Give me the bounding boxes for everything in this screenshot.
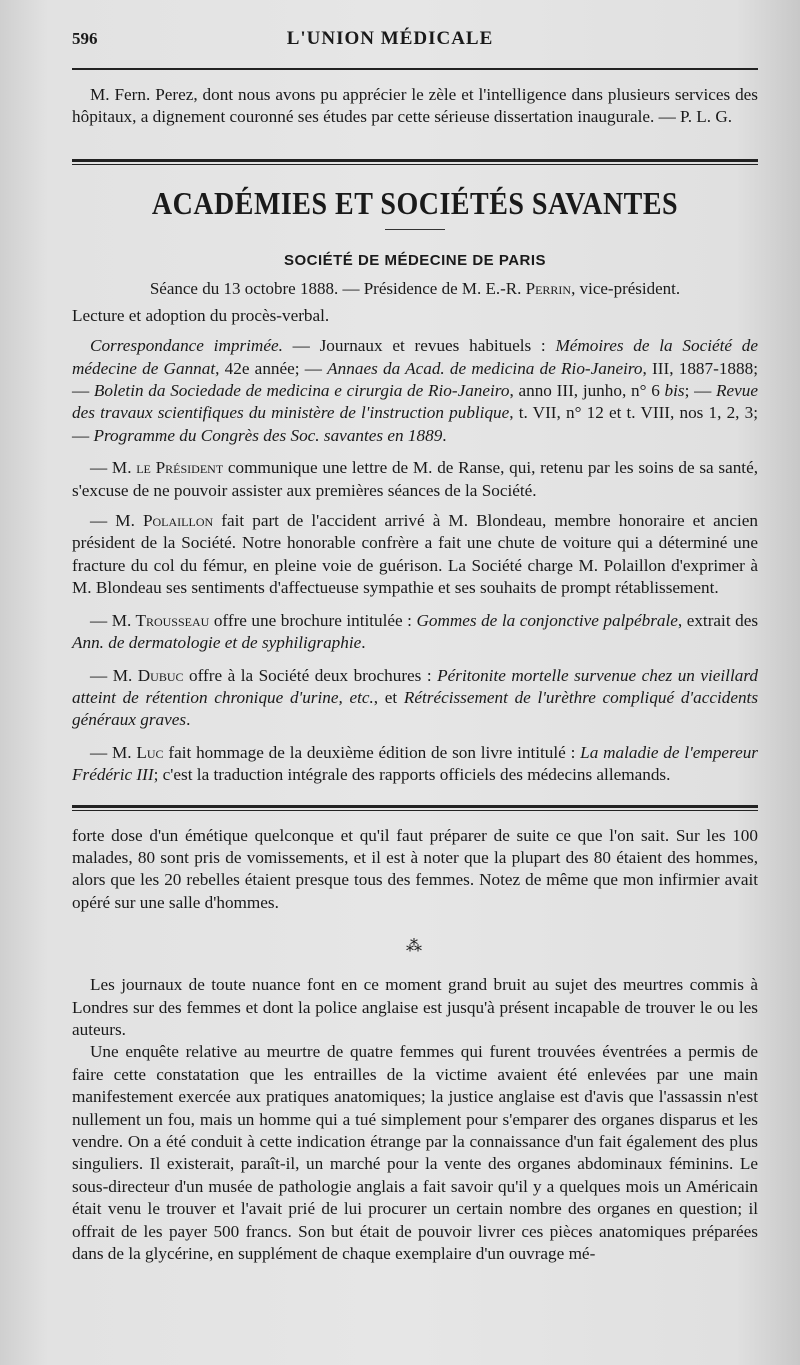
- continuation-paragraph: forte dose d'un émétique quelconque et qu'il faut préparer de suite ce que l'on sait. Sur les 100 malades, 80 sont pris de vomissements, et il est à noter que la plupart des 80 étaient des hommes, alors que les 20 rebelles étaient presque tous des femmes. Notez de même que mon infirmier avait opéré sur une salle d'hommes.: [72, 825, 758, 912]
- work-title: La maladie de l'empereur Frédéric III: [72, 742, 758, 785]
- london-murders-paragraph: Les journaux de toute nuance font en ce moment grand bruit au sujet des meurtres commis à Londres sur des femmes et dont la police anglaise est jusqu'à présent incapable de trouver le ou les auteurs.: [72, 975, 758, 1039]
- item-text: .: [186, 710, 191, 730]
- correspondance-text: , t. VII, n° 12 et t. VIII, nos 1, 2, 3; —: [72, 403, 758, 445]
- luc-item: — M. Luc fait hommage de la deuxième édition de son livre intitulé : La maladie de l'empereur Frédéric III; c'est la traduction intégrale des rapports officiels des médecins allemands.: [72, 742, 758, 785]
- work-title: Ann. de dermatologie et de syphiligraphie: [72, 633, 362, 653]
- speaker-name: M. Dubuc: [112, 665, 184, 685]
- correspondance-text: , anno III, junho, n° 6: [509, 381, 665, 401]
- society-heading: SOCIÉTÉ DE MÉDECINE DE PARIS: [283, 251, 547, 269]
- correspondance-label: Correspondance imprimée.: [90, 336, 283, 356]
- journal-title: L'UNION MÉDICALE: [286, 28, 494, 49]
- correspondance-text: .: [442, 425, 447, 445]
- asterism: ⁂: [406, 938, 424, 956]
- correspondance-text: ; —: [684, 381, 717, 401]
- speaker-name: M. Polaillon: [115, 511, 214, 531]
- work-title: Rétrécissement de l'urèthre compliqué d'accidents généraux graves: [72, 687, 759, 730]
- intro-paragraph: M. Fern. Perez, dont nous avons pu apprécier le zèle et l'intelligence dans plusieurs services des hôpitaux, a dignement couronné ses études par cette sérieuse dissertation inaugurale. — P. L. G.: [72, 85, 758, 127]
- inquiry-paragraph: Une enquête relative au meurtre de quatre femmes qui furent trouvées éventrées a permis de faire cette constatation que les entrailles de la victime avaient été enlevées par une main manifestement exercée aux pratiques anatomiques; la justice anglaise est d'avis que l'assassin n'est nullement un fou, mais un homme qui a tué simplement pour s'emparer des organes disparus et les vendre. On a été conduit à cette indication étrange par la connaissance d'un fait également des plus singuliers. Il existerait, paraît-il, un marché pour la vente des organes abdominaux féminins. Le sous-directeur d'un musée de pathologie anglais a fait savoir qu'il y a quelques mois un Américain était venu le trouver et l'avait prié de lui procurer un certain nombre des organes en question; il offrait de les payer 500 francs. Son but était de pouvoir livrer ces pièces anatomiques préparées dans de la glycérine, en supplément de chaque exemplaire d'un ouvrage mé-: [72, 1042, 758, 1264]
- section-title: ACADÉMIES ET SOCIÉTÉS SAVANTES: [151, 186, 679, 223]
- president-item: — M. le Président communique une lettre de M. de Ranse, qui, retenu par les soins de sa santé, s'excuse de ne pouvoir assister aux premières séances de la Société.: [72, 458, 759, 500]
- item-text: offre une brochure intitulée :: [209, 610, 417, 630]
- section-divider: [72, 159, 758, 165]
- work-title: Gommes de la conjonctive palpébrale: [416, 610, 678, 630]
- item-text: fait part de l'accident arrivé à M. Blondeau, membre honoraire et ancien président de la Société. Notre honorable confrère a fait une chute de voiture qui a déterminé une fracture du col du fémur, en pleine voie de guérison. La Société charge M. Polaillon d'exprimer à M. Blondeau ses sentiments d'affectueuse sympathie et ses souhaits de prompt rétablissement.: [72, 511, 759, 598]
- title-underline: [385, 229, 445, 230]
- seance-president-name: Perrin: [525, 278, 572, 298]
- page-number: 596: [72, 29, 98, 48]
- speaker-name: M. le Président: [111, 458, 224, 478]
- correspondance-text: , 42e année; —: [215, 358, 328, 378]
- correspondance-text: , III, 1887-1888; —: [72, 358, 758, 401]
- journal-ref: Annaes da Acad. de medicina de Rio-Janeiro: [327, 358, 643, 378]
- work-title: Péritonite mortelle survenue chez un vieillard atteint de rétention chronique d'urine, etc.: [72, 665, 758, 707]
- item-text: , et: [373, 687, 404, 707]
- lecture-line: Lecture et adoption du procès-verbal.: [72, 305, 330, 325]
- item-text: fait hommage de la deuxième édition de son livre intitulé :: [163, 742, 581, 762]
- item-text: communique une lettre de M. de Ranse, qui, retenu par les soins de sa santé, s'excuse de ne pouvoir assister aux premières séances de la Société.: [72, 458, 759, 500]
- header-rule: [72, 68, 758, 70]
- journal-ref: Mémoires de la Société de médecine de Gannat: [72, 336, 758, 378]
- speaker-name: M. Trousseau: [111, 610, 210, 630]
- polaillon-item: — M. Polaillon fait part de l'accident arrivé à M. Blondeau, membre honoraire et ancien président de la Société. Notre honorable confrère a fait une chute de voiture qui a déterminé une fracture du col du fémur, en pleine voie de guérison. La Société charge M. Polaillon d'exprimer à M. Blondeau ses sentiments d'affectueuse sympathie et ses souhaits de prompt rétablissement.: [72, 511, 759, 598]
- journal-ref: Boletin da Sociedade de medicina e cirurgia de Rio-Janeiro: [93, 381, 510, 401]
- seance-line: [72, 279, 758, 299]
- item-text: offre à la Société deux brochures :: [183, 665, 438, 685]
- seance-suffix: , vice-président.: [571, 278, 681, 298]
- item-text: .: [361, 633, 366, 653]
- journal-ref: Programme du Congrès des Soc. savantes en 1889: [93, 425, 443, 445]
- section-end-divider: [72, 805, 758, 811]
- seance-prefix: Séance du 13 octobre 1888. — Présidence de M. E.-R.: [149, 278, 526, 298]
- running-head: [72, 28, 748, 58]
- trousseau-item: — M. Trousseau offre une brochure intitulée : Gommes de la conjonctive palpébrale, extrait des Ann. de dermatologie et de syphiligraphie.: [72, 610, 759, 653]
- item-text: , extrait des: [677, 610, 759, 630]
- journal-ref: bis: [664, 381, 685, 401]
- journal-ref: Revue des travaux scientifiques du ministère de l'instruction publique: [72, 381, 758, 423]
- item-text: ; c'est la traduction intégrale des rapports officiels des médecins allemands.: [153, 765, 671, 785]
- correspondance-paragraph: [72, 335, 758, 447]
- correspondance-text: — Journaux et revues habituels :: [282, 336, 556, 356]
- speaker-name: M. Luc: [112, 742, 164, 762]
- dubuc-item: — M. Dubuc offre à la Société deux brochures : Péritonite mortelle survenue chez un vieillard atteint de rétention chronique d'urine, etc., et Rétrécissement de l'urèthre compliqué d'accidents généraux graves.: [72, 665, 759, 730]
